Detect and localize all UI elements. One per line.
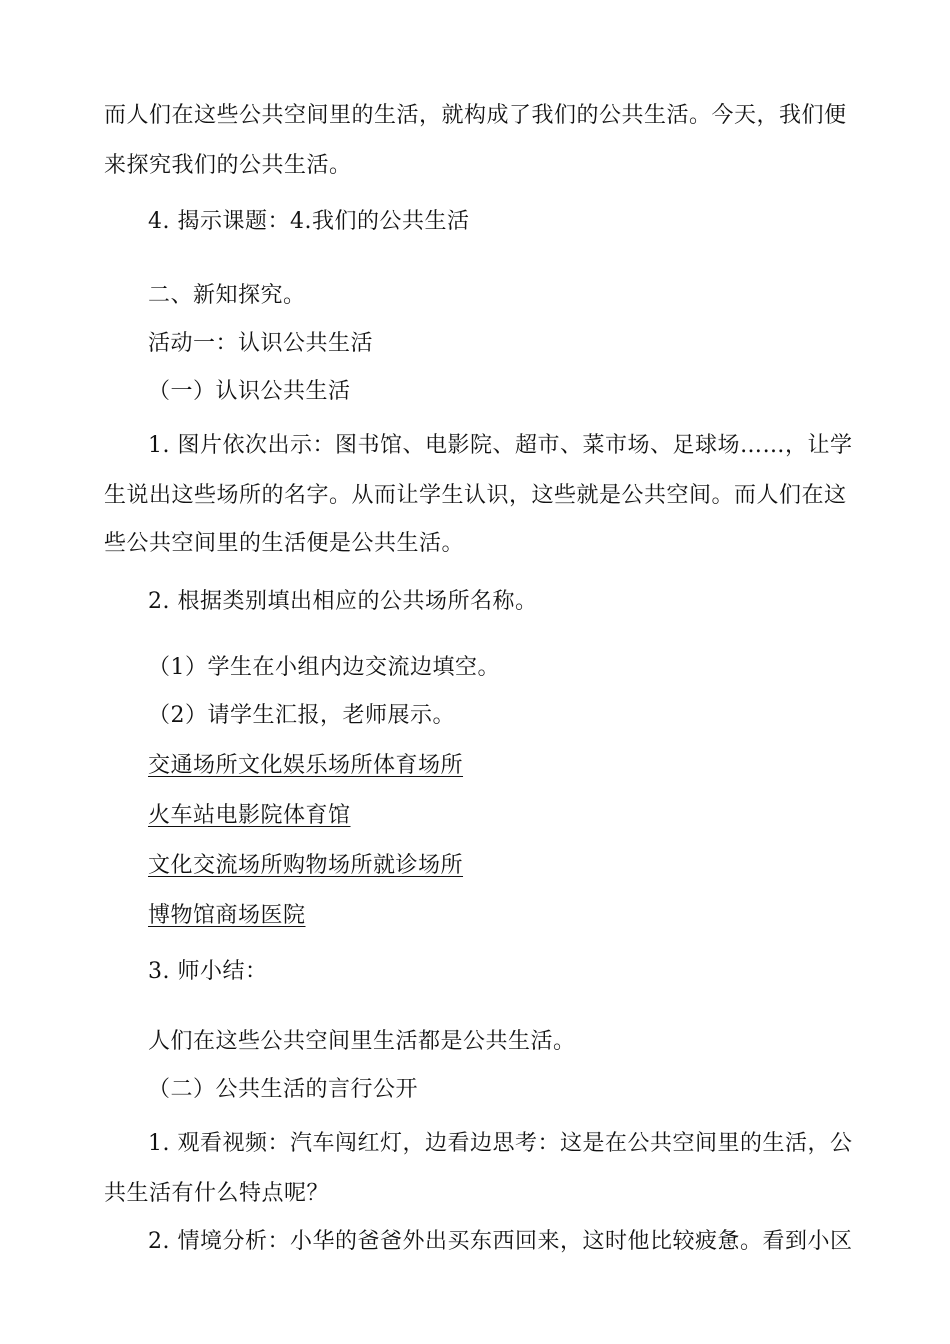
item3: 3. 师小结： xyxy=(148,959,268,984)
section2-heading: 二、新知探究。 xyxy=(148,283,306,308)
reveal-topic: 4. 揭示课题：4.我们的公共生活 xyxy=(148,209,470,234)
intro-line-2: 来探究我们的公共生活。 xyxy=(104,153,352,178)
table-line-2: 火车站电影院体育馆 xyxy=(148,803,351,828)
item1-line-2: 生说出这些场所的名字。从而让学生认识，这些就是公共空间。而人们在这 xyxy=(104,483,847,508)
part2-title: （二）公共生活的言行公开 xyxy=(148,1077,419,1102)
part2-item2-line-1: 2. 情境分析：小华的爸爸外出买东西回来，这时他比较疲惫。看到小区 xyxy=(148,1229,853,1254)
intro-line-1: 而人们在这些公共空间里的生活，就构成了我们的公共生活。今天，我们便 xyxy=(104,103,847,128)
activity1-title: 活动一：认识公共生活 xyxy=(148,331,374,356)
part2-item1-line-1: 1. 观看视频：汽车闯红灯，边看边思考：这是在公共空间里的生活，公 xyxy=(148,1131,853,1156)
table-line-1: 交通场所文化娱乐场所体育场所 xyxy=(148,753,464,778)
sub-item-2: （2）请学生汇报，老师展示。 xyxy=(148,703,455,728)
item2: 2. 根据类别填出相应的公共场所名称。 xyxy=(148,589,538,614)
item1-line-3: 些公共空间里的生活便是公共生活。 xyxy=(104,531,465,556)
part2-item1-line-2: 共生活有什么特点呢？ xyxy=(104,1181,330,1206)
item1-line-1: 1. 图片依次出示：图书馆、电影院、超市、菜市场、足球场……，让学 xyxy=(148,433,853,458)
table-line-4: 博物馆商场医院 xyxy=(148,903,306,928)
table-line-3: 文化交流场所购物场所就诊场所 xyxy=(148,853,464,878)
sub-item-1: （1）学生在小组内边交流边填空。 xyxy=(148,655,500,680)
part1-title: （一）认识公共生活 xyxy=(148,379,351,404)
summary: 人们在这些公共空间里生活都是公共生活。 xyxy=(148,1029,576,1054)
